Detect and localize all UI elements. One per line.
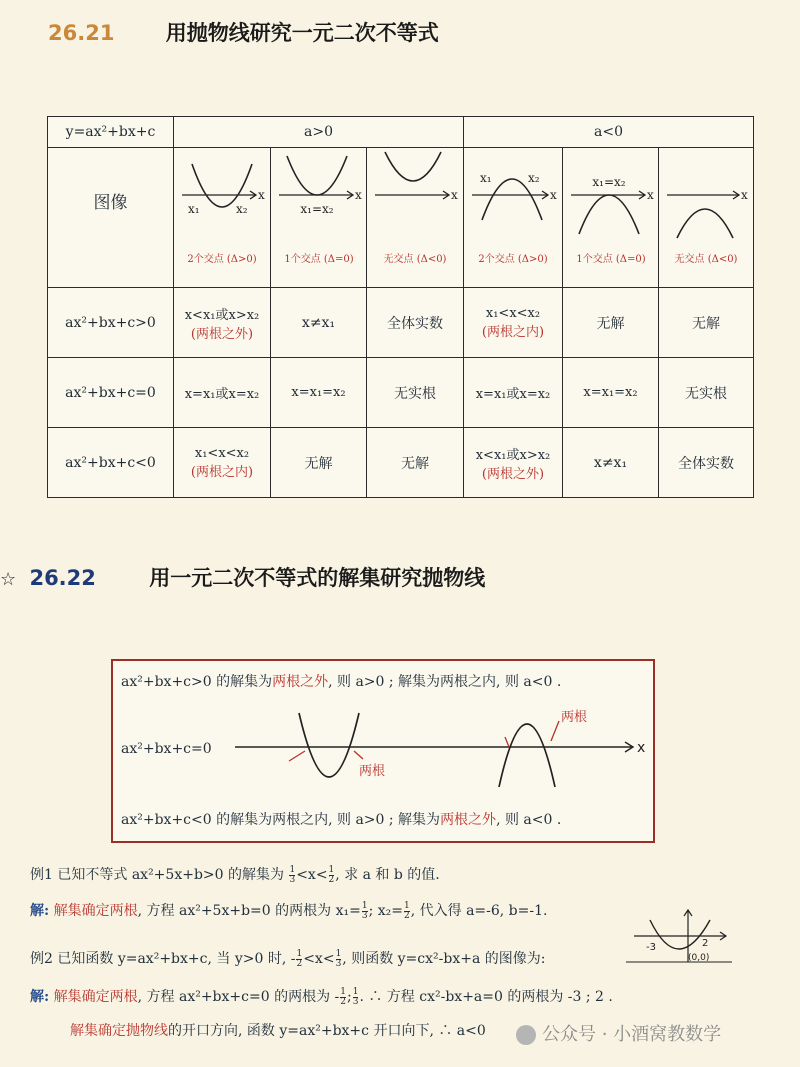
example1-solution: 解: 解集确定两根, 方程 ax²+5x+b=0 的两根为 x₁= $\frac{1}{3}$ ; x₂= $\frac{1}{2}$ , 代入得 a=-6, b=-1. — [30, 900, 548, 921]
table-cell: x<x₁或x>x₂ (两根之外) — [464, 428, 563, 498]
table-corner: y=ax²+bx+c — [48, 117, 174, 148]
section2-title — [0, 562, 485, 592]
graph-up-one-root — [273, 150, 365, 282]
fraction: $\frac{1}{2}$ — [328, 864, 335, 885]
root-label-left: 两根 — [359, 764, 386, 779]
table-cell: x=x₁=x₂ — [271, 358, 367, 428]
table-cell: 全体实数 — [659, 428, 754, 498]
section2-heading: 用一元二次不等式的解集研究抛物线 — [149, 566, 486, 590]
section1-title — [48, 17, 439, 47]
axis-label: x — [550, 187, 557, 202]
graph-note: 2个交点 (Δ>0) — [187, 253, 257, 265]
graph-note: 无交点 (Δ<0) — [383, 253, 447, 265]
table-cell: x₁<x<x₂ (两根之内) — [464, 288, 563, 358]
fraction: $\frac{1}{3}$ — [335, 948, 342, 969]
table-cell: x=x₁或x=x₂ — [464, 358, 563, 428]
axis-label: x — [258, 187, 265, 202]
example1-question: 例1 已知不等式 ax²+5x+b>0 的解集为 $\frac{1}{3}$ <x< $\frac{1}{2}$ , 求 a 和 b 的值. — [30, 864, 440, 885]
graph-cell — [367, 148, 464, 288]
axis-label: x — [647, 187, 654, 202]
graph-cell — [563, 148, 659, 288]
root-label: x₁=x₂ — [300, 201, 334, 216]
graph-right-root: 2 — [702, 938, 709, 949]
graph-cell — [174, 148, 271, 288]
row-label: ax²+bx+c=0 — [48, 358, 174, 428]
image-row-label: 图像 — [48, 148, 174, 288]
watermark: 公众号 · 小酒窝教数学 — [516, 1020, 721, 1046]
table-cell: 全体实数 — [367, 288, 464, 358]
root-label: x₁ — [188, 201, 200, 216]
root-label: x₂ — [528, 170, 540, 185]
axis-label: x — [741, 187, 748, 202]
fraction: $\frac{1}{2}$ — [296, 948, 303, 969]
fraction: $\frac{1}{3}$ — [352, 986, 359, 1007]
graph-origin: (0,0) — [688, 953, 710, 963]
graph-down-one-root — [565, 150, 657, 282]
table-cell: x=x₁=x₂ — [563, 358, 659, 428]
wechat-icon — [516, 1025, 536, 1045]
fraction: $\frac{1}{2}$ — [340, 986, 346, 1007]
star-icon: ☆ — [0, 569, 17, 590]
graph-up-two-roots — [176, 150, 268, 282]
section2-number: 26.22 — [29, 566, 96, 590]
root-label: x₁=x₂ — [592, 174, 626, 189]
graph-left-root: -3 — [646, 942, 656, 953]
example2-solution: 解: 解集确定两根, 方程 ax²+bx+c=0 的两根为 - $\frac{1}{2}$ ; $\frac{1}{3}$ . ∴ 方程 cx²-bx+a=0 的两根为 -3 ; 2 . — [30, 986, 613, 1007]
table-cell: 无解 — [659, 288, 754, 358]
quadratic-table — [47, 116, 754, 498]
graph-cell — [271, 148, 367, 288]
fraction: $\frac{1}{2}$ — [403, 900, 410, 921]
graph-down-two-roots — [466, 150, 560, 282]
root-label-right: 两根 — [561, 710, 588, 725]
header-a-positive: a>0 — [174, 117, 464, 148]
box-graph — [113, 701, 653, 797]
solution-set-box — [111, 659, 655, 843]
header-a-negative: a<0 — [464, 117, 754, 148]
axis-label: x — [451, 187, 458, 202]
table-cell: 无解 — [367, 428, 464, 498]
graph-note: 2个交点 (Δ>0) — [478, 253, 548, 265]
table-cell: x=x₁或x=x₂ — [174, 358, 271, 428]
table-cell: x₁<x<x₂ (两根之内) — [174, 428, 271, 498]
box-line-1: ax²+bx+c>0 的解集为两根之外, 则 a>0 ; 解集为两根之内, 则 a<0 . — [121, 674, 562, 690]
example2-solution-2: 解集确定抛物线的开口方向, 函数 y=ax²+bx+c 开口向下, ∴ a<0 — [70, 1023, 486, 1039]
fraction: $\frac{1}{3}$ — [289, 864, 296, 885]
section1-heading: 用抛物线研究一元二次不等式 — [165, 21, 439, 45]
graph-down-no-root — [661, 150, 751, 282]
table-cell: 无实根 — [659, 358, 754, 428]
table-cell: 无解 — [563, 288, 659, 358]
box-axis-label: x — [637, 740, 646, 756]
box-line-3: ax²+bx+c<0 的解集为两根之内, 则 a>0 ; 解集为两根之外, 则 a<0 . — [121, 812, 562, 828]
root-label: x₂ — [236, 201, 248, 216]
graph-note: 无交点 (Δ<0) — [674, 253, 738, 265]
box-equation: ax²+bx+c=0 — [121, 741, 212, 757]
axis-label: x — [355, 187, 362, 202]
graph-note: 1个交点 (Δ=0) — [284, 253, 354, 265]
row-label: ax²+bx+c>0 — [48, 288, 174, 358]
example2-graph — [626, 908, 736, 966]
example2-question: 例2 已知函数 y=ax²+bx+c, 当 y>0 时, - $\frac{1}{2}$ <x< $\frac{1}{3}$ , 则函数 y=cx²-bx+a 的图像为: — [30, 948, 546, 969]
row-label: ax²+bx+c<0 — [48, 428, 174, 498]
graph-note: 1个交点 (Δ=0) — [576, 253, 646, 265]
fraction: $\frac{1}{3}$ — [361, 900, 368, 921]
table-cell: x≠x₁ — [563, 428, 659, 498]
graph-up-no-root — [369, 150, 461, 282]
root-label: x₁ — [480, 170, 492, 185]
section1-number: 26.21 — [48, 21, 115, 45]
table-cell: x≠x₁ — [271, 288, 367, 358]
graph-cell — [659, 148, 754, 288]
table-cell: 无解 — [271, 428, 367, 498]
table-cell: x<x₁或x>x₂ (两根之外) — [174, 288, 271, 358]
graph-cell — [464, 148, 563, 288]
table-cell: 无实根 — [367, 358, 464, 428]
